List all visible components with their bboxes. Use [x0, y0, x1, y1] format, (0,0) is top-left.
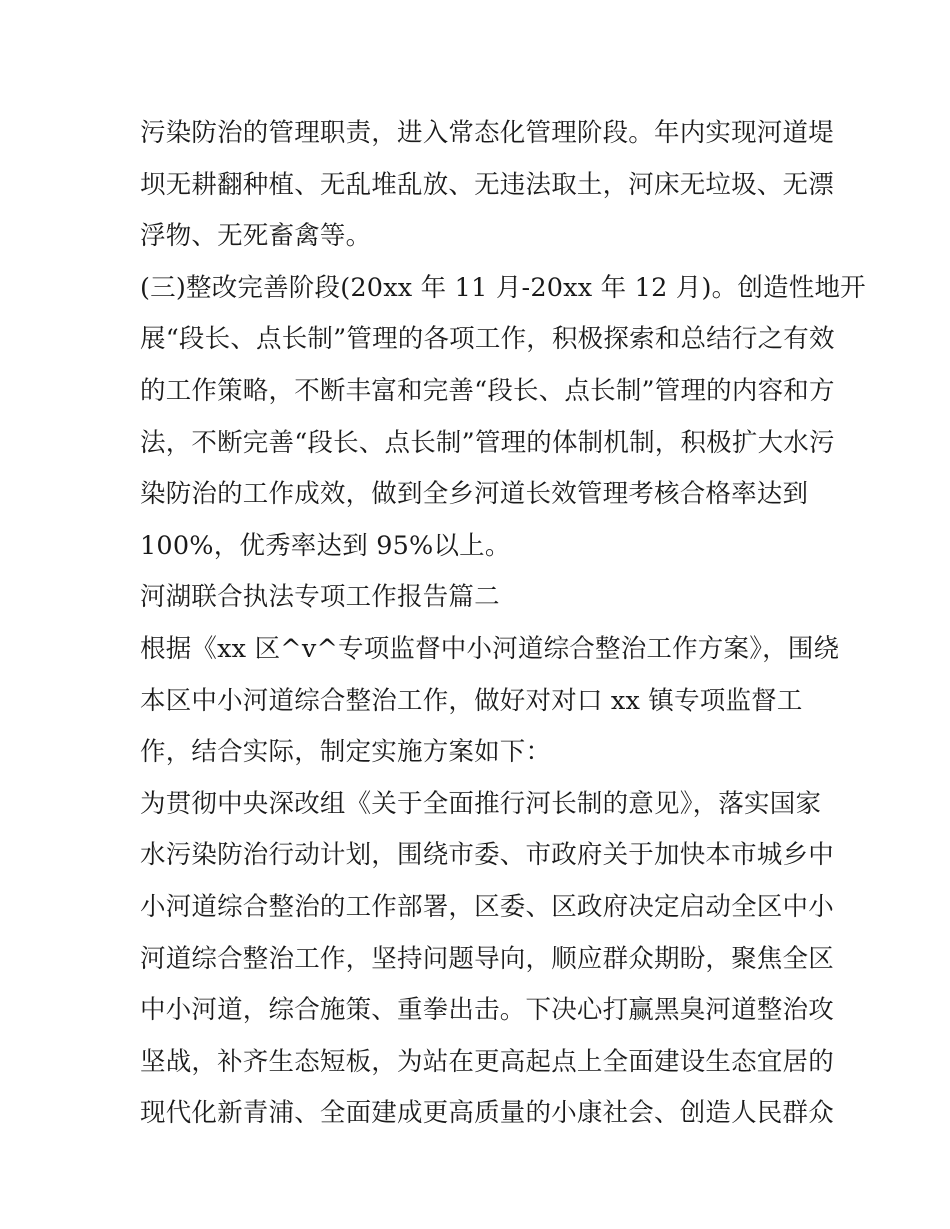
- text-line: 浮物、无死畜禽等。: [140, 221, 372, 252]
- text-line: 根据《xx 区^v^专项监督中小河道综合整治工作方案》，围绕: [140, 633, 840, 664]
- text-line: 本区中小河道综合整治工作，做好对对口 xx 镇专项监督工: [140, 685, 803, 716]
- text-line: 展“段长、点长制”管理的各项工作，积极探索和总结行之有效: [140, 324, 835, 355]
- text-line: 中小河道，综合施策、重拳出击。下决心打赢黑臭河道整治攻: [140, 995, 834, 1026]
- text-line: 小河道综合整治的工作部署，区委、区政府决定启动全区中小: [140, 891, 834, 922]
- text-line: 100%，优秀率达到 95%以上。: [140, 530, 511, 561]
- section-heading-line: (三)整改完善阶段(20xx 年 11 月-20xx 年 12 月)。创造性地开: [140, 272, 866, 303]
- text-line: 坚战，补齐生态短板，为站在更高起点上全面建设生态宜居的: [140, 1046, 834, 1077]
- text-line: 现代化新青浦、全面建成更高质量的小康社会、创造人民群众: [140, 1098, 834, 1129]
- text-line: 染防治的工作成效，做到全乡河道长效管理考核合格率达到: [140, 479, 809, 510]
- text-line: 污染防治的管理职责，进入常态化管理阶段。年内实现河道堤: [140, 118, 834, 148]
- text-line: 水污染防治行动计划，围绕市委、市政府关于加快本市城乡中: [140, 840, 834, 871]
- text-line: 作，结合实际，制定实施方案如下：: [140, 737, 552, 768]
- text-line: 的工作策略，不断丰富和完善“段长、点长制”管理的内容和方: [140, 375, 835, 406]
- document-body: [140, 108, 866, 1140]
- text-line: 为贯彻中央深改组《关于全面推行河长制的意见》，落实国家: [140, 788, 822, 819]
- text-line: 法，不断完善“段长、点长制”管理的体制机制，积极扩大水污: [140, 427, 835, 458]
- text-line: 坝无耕翻种植、无乱堆乱放、无违法取土，河床无垃圾、无漂: [140, 169, 834, 200]
- article-title: 河湖联合执法专项工作报告篇二: [140, 582, 500, 613]
- text-line: 河道综合整治工作，坚持问题导向，顺应群众期盼，聚焦全区: [140, 943, 834, 974]
